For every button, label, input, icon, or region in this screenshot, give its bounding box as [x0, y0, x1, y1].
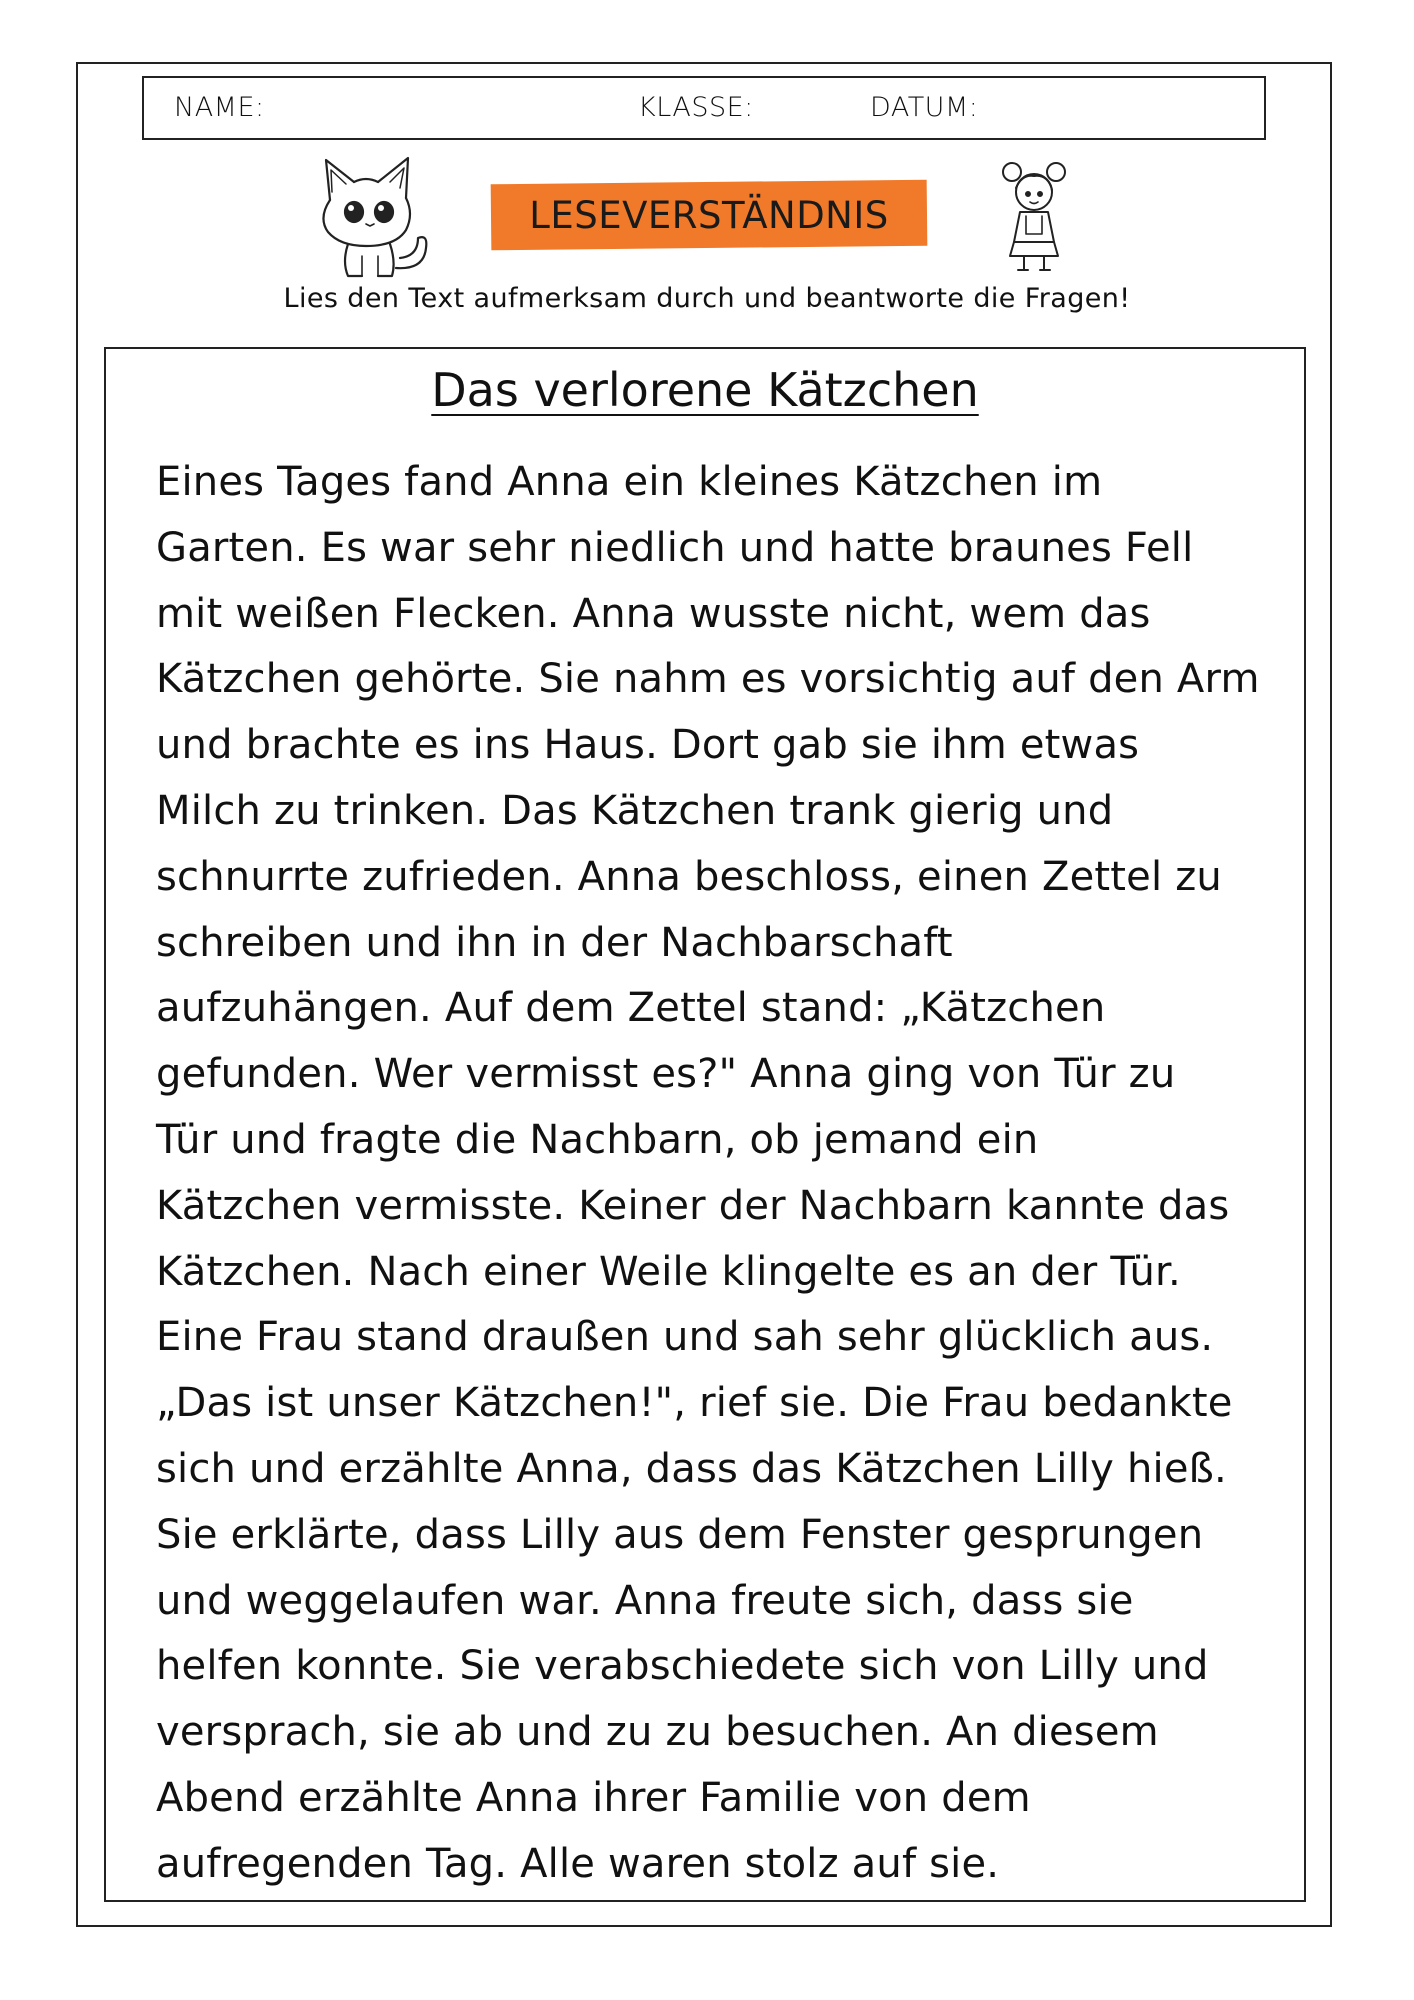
story-line: Garten. Es war sehr niedlich und hatte braunes Fell: [156, 524, 1194, 571]
worksheet-title: LESEVERSTÄNDNIS: [529, 193, 889, 237]
story-title-text: Das verlorene Kätzchen: [431, 363, 979, 417]
datum-label: DATUM:: [870, 92, 979, 123]
story-line: gefunden. Wer vermisst es?" Anna ging von Tür zu: [156, 1051, 1176, 1098]
name-label: NAME:: [174, 92, 265, 123]
story-line: mit weißen Flecken. Anna wusste nicht, wem das: [156, 590, 1151, 637]
story-line: Eine Frau stand draußen und sah sehr glücklich aus.: [156, 1314, 1214, 1361]
story-line: Eines Tages fand Anna ein kleines Kätzchen im: [156, 459, 1103, 505]
klasse-label: KLASSE:: [638, 92, 754, 123]
cat-icon: [308, 152, 434, 282]
story-line: helfen konnte. Sie verabschiedete sich von Lilly und: [156, 1643, 1209, 1690]
story-line: Kätzchen vermisste. Keiner der Nachbarn kannte das: [156, 1182, 1230, 1229]
story-line: und weggelaufen war. Anna freute sich, dass sie: [156, 1577, 1134, 1624]
story-line: sich und erzählte Anna, dass das Kätzchen Lilly hieß.: [156, 1445, 1227, 1492]
story-line: Kätzchen gehörte. Sie nahm es vorsichtig auf den Arm: [156, 656, 1260, 703]
story-line: schnurrte zufrieden. Anna beschloss, einen Zettel zu: [156, 853, 1222, 900]
story-title: [104, 363, 1306, 417]
story-line: und brachte es ins Haus. Dort gab sie ihm etwas: [156, 722, 1140, 769]
girl-icon: [992, 158, 1076, 274]
instruction-text: Lies den Text aufmerksam durch und beantworte die Fragen!: [283, 283, 1131, 314]
story-line: Tür und fragte die Nachbarn, ob jemand ein: [156, 1116, 1039, 1163]
story-line: Milch zu trinken. Das Kätzchen trank gierig und: [156, 787, 1114, 834]
story-line: versprach, sie ab und zu zu besuchen. An diesem: [156, 1709, 1159, 1756]
story-line: Abend erzählte Anna ihrer Familie von dem: [156, 1774, 1031, 1821]
story-line: Kätzchen. Nach einer Weile klingelte es an der Tür.: [156, 1248, 1181, 1295]
story-line: Sie erklärte, dass Lilly aus dem Fenster gesprungen: [156, 1511, 1204, 1558]
header-box: [142, 76, 1266, 140]
story-line: aufregenden Tag. Alle waren stolz auf sie.: [156, 1840, 1000, 1887]
story-body: [156, 450, 1276, 1898]
story-line: schreiben und ihn in der Nachbarschaft: [156, 919, 953, 966]
story-line: aufzuhängen. Auf dem Zettel stand: „Kätzchen: [156, 985, 1106, 1032]
story-line: „Das ist unser Kätzchen!", rief sie. Die Frau bedankte: [156, 1380, 1233, 1427]
